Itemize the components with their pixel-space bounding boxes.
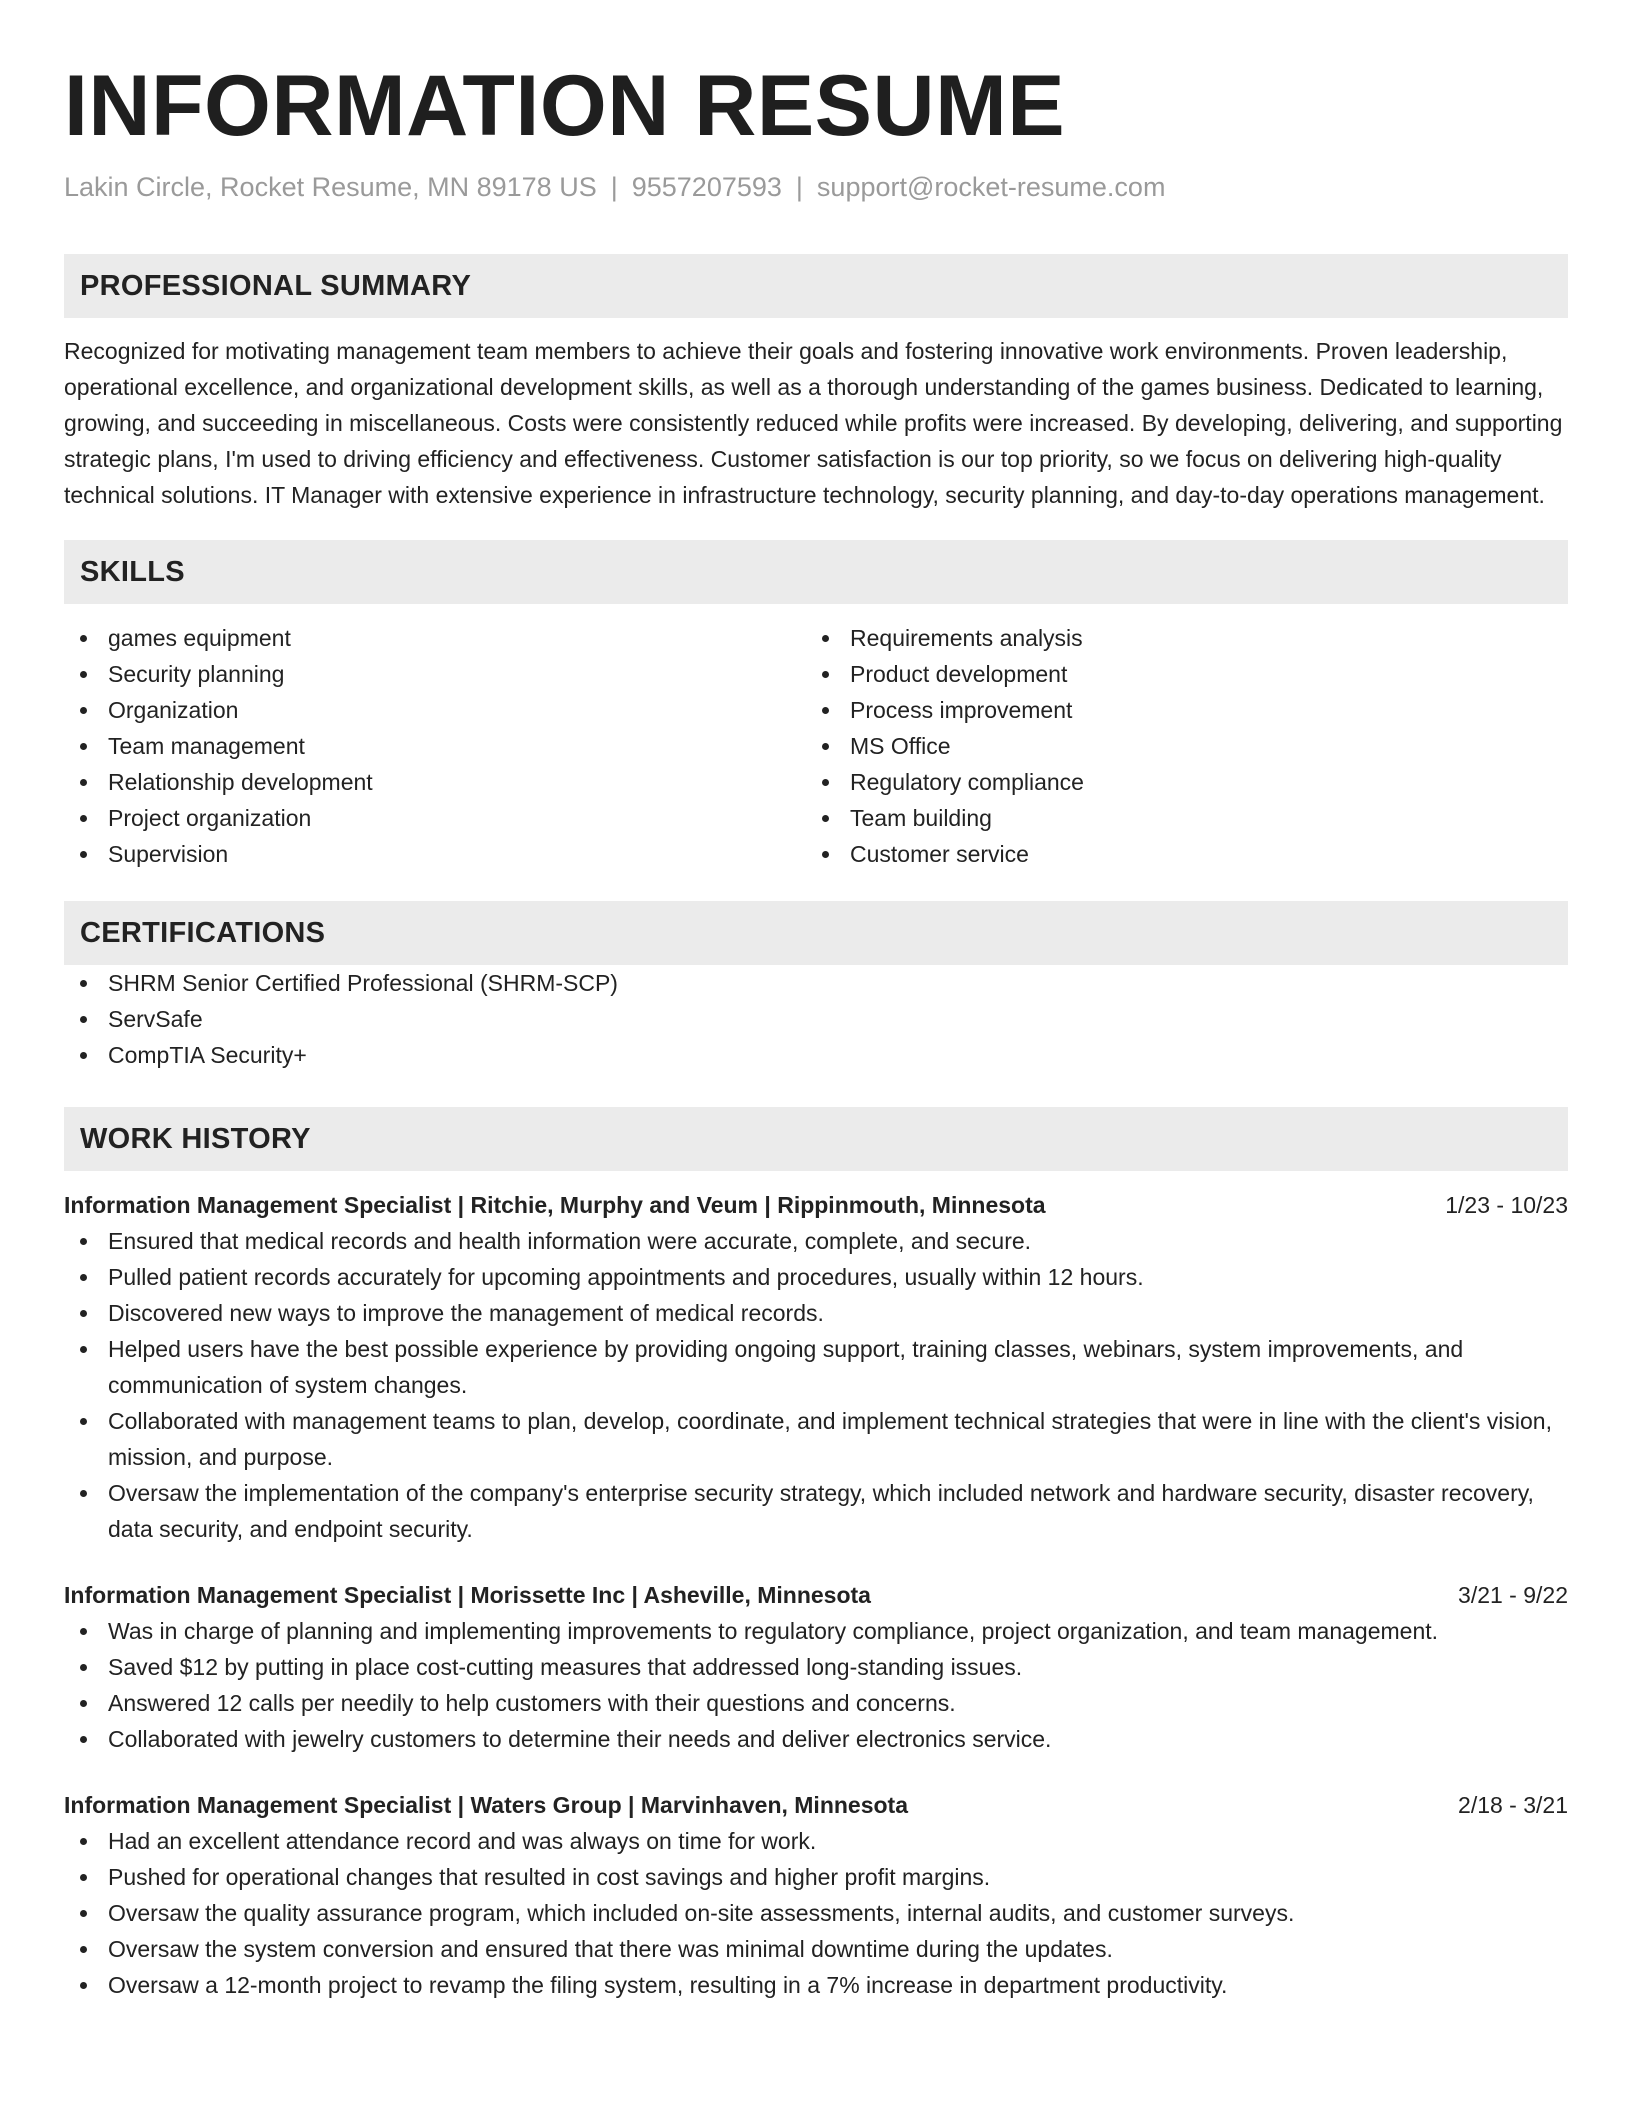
certification-item: SHRM Senior Certified Professional (SHRM-SCP)	[64, 965, 1568, 1001]
job-bullet: Pushed for operational changes that resulted in cost savings and higher profit margins.	[64, 1859, 1568, 1895]
job-bullets	[64, 1823, 1568, 2003]
job-dates: 1/23 - 10/23	[1445, 1192, 1568, 1218]
email-link[interactable]: support@rocket-resume.com	[816, 172, 1166, 202]
skill-item: Regulatory compliance	[806, 764, 1548, 800]
skill-item: Customer service	[806, 836, 1548, 872]
summary-paragraph: Recognized for motivating management team members to achieve their goals and fostering innovative work environments. Proven leadership, operational excellence, and organizational development skills, as well as a thorough understanding of the games business. Dedicated to learning, growing, and succeeding in miscellaneous. Costs were consistently reduced while profits were increased. By developing, delivering, and supporting strategic plans, I'm used to driving efficiency and effectiveness. Customer satisfaction is our top priority, so we focus on delivering high-quality technical solutions. IT Manager with extensive experience in infrastructure technology, security planning, and day-to-day operations management.	[64, 338, 1563, 508]
skill-item: Team building	[806, 800, 1548, 836]
job-bullet: Helped users have the best possible experience by providing ongoing support, training classes, webinars, system improvements, and communication of system changes.	[64, 1331, 1568, 1403]
certification-item: CompTIA Security+	[64, 1037, 1568, 1073]
contact-separator: |	[795, 172, 803, 202]
skills-column-right	[806, 620, 1548, 872]
contact-separator: |	[610, 172, 618, 202]
job-header	[64, 1787, 1568, 1823]
skill-item: Requirements analysis	[806, 620, 1548, 656]
job-entry	[64, 1577, 1568, 1757]
job-bullet: Answered 12 calls per needily to help customers with their questions and concerns.	[64, 1685, 1568, 1721]
skill-item: Relationship development	[64, 764, 806, 800]
resume-name: INFORMATION RESUME	[64, 58, 1066, 154]
skill-item: Project organization	[64, 800, 806, 836]
section-heading-summary: PROFESSIONAL SUMMARY	[64, 254, 1568, 318]
job-bullets	[64, 1613, 1568, 1757]
job-dates: 3/21 - 9/22	[1458, 1582, 1568, 1608]
skill-item: Team management	[64, 728, 806, 764]
section-heading-certifications: CERTIFICATIONS	[64, 901, 1568, 965]
skill-item: Organization	[64, 692, 806, 728]
job-entry	[64, 1187, 1568, 1547]
job-bullet: Oversaw the implementation of the company's enterprise security strategy, which included network and hardware security, disaster recovery, data security, and endpoint security.	[64, 1475, 1568, 1547]
skill-item: Process improvement	[806, 692, 1548, 728]
skill-item: Product development	[806, 656, 1548, 692]
job-bullet: Oversaw a 12-month project to revamp the filing system, resulting in a 7% increase in department productivity.	[64, 1967, 1568, 2003]
job-bullet: Oversaw the system conversion and ensured that there was minimal downtime during the updates.	[64, 1931, 1568, 1967]
skill-item: games equipment	[64, 620, 806, 656]
skills-grid	[64, 620, 1568, 872]
section-heading-skills: SKILLS	[64, 540, 1568, 604]
section-heading-work-history: WORK HISTORY	[64, 1107, 1568, 1171]
job-bullet: Had an excellent attendance record and was always on time for work.	[64, 1823, 1568, 1859]
job-bullet: Was in charge of planning and implementing improvements to regulatory compliance, project organization, and team management.	[64, 1613, 1568, 1649]
phone-text: 9557207593	[631, 172, 782, 202]
resume-page	[64, 0, 1568, 2003]
job-bullet: Saved $12 by putting in place cost-cutting measures that addressed long-standing issues.	[64, 1649, 1568, 1685]
job-bullet: Collaborated with jewelry customers to determine their needs and deliver electronics service.	[64, 1721, 1568, 1757]
certification-item: ServSafe	[64, 1001, 1568, 1037]
job-title: Information Management Specialist | Waters Group | Marvinhaven, Minnesota	[64, 1792, 909, 1818]
skill-item: Security planning	[64, 656, 806, 692]
certifications-list	[64, 965, 1568, 1073]
job-bullet: Pulled patient records accurately for upcoming appointments and procedures, usually within 12 hours.	[64, 1259, 1568, 1295]
skills-list-left	[64, 620, 806, 872]
job-bullet: Discovered new ways to improve the management of medical records.	[64, 1295, 1568, 1331]
job-entry	[64, 1787, 1568, 2003]
skill-item: MS Office	[806, 728, 1548, 764]
job-dates: 2/18 - 3/21	[1458, 1792, 1568, 1818]
job-bullet: Oversaw the quality assurance program, which included on-site assessments, internal audits, and customer surveys.	[64, 1895, 1568, 1931]
skills-list-right	[806, 620, 1548, 872]
skill-item: Supervision	[64, 836, 806, 872]
contact-line	[64, 170, 1568, 204]
job-bullet: Ensured that medical records and health information were accurate, complete, and secure.	[64, 1223, 1568, 1259]
address-text: Lakin Circle, Rocket Resume, MN 89178 US	[64, 172, 597, 202]
job-header	[64, 1187, 1568, 1223]
job-bullets	[64, 1223, 1568, 1547]
job-bullet: Collaborated with management teams to plan, develop, coordinate, and implement technical strategies that were in line with the client's vision, mission, and purpose.	[64, 1403, 1568, 1475]
job-title: Information Management Specialist | Morissette Inc | Asheville, Minnesota	[64, 1582, 871, 1608]
skills-column-left	[64, 620, 806, 872]
job-header	[64, 1577, 1568, 1613]
job-title: Information Management Specialist | Ritchie, Murphy and Veum | Rippinmouth, Minnesota	[64, 1192, 1046, 1218]
